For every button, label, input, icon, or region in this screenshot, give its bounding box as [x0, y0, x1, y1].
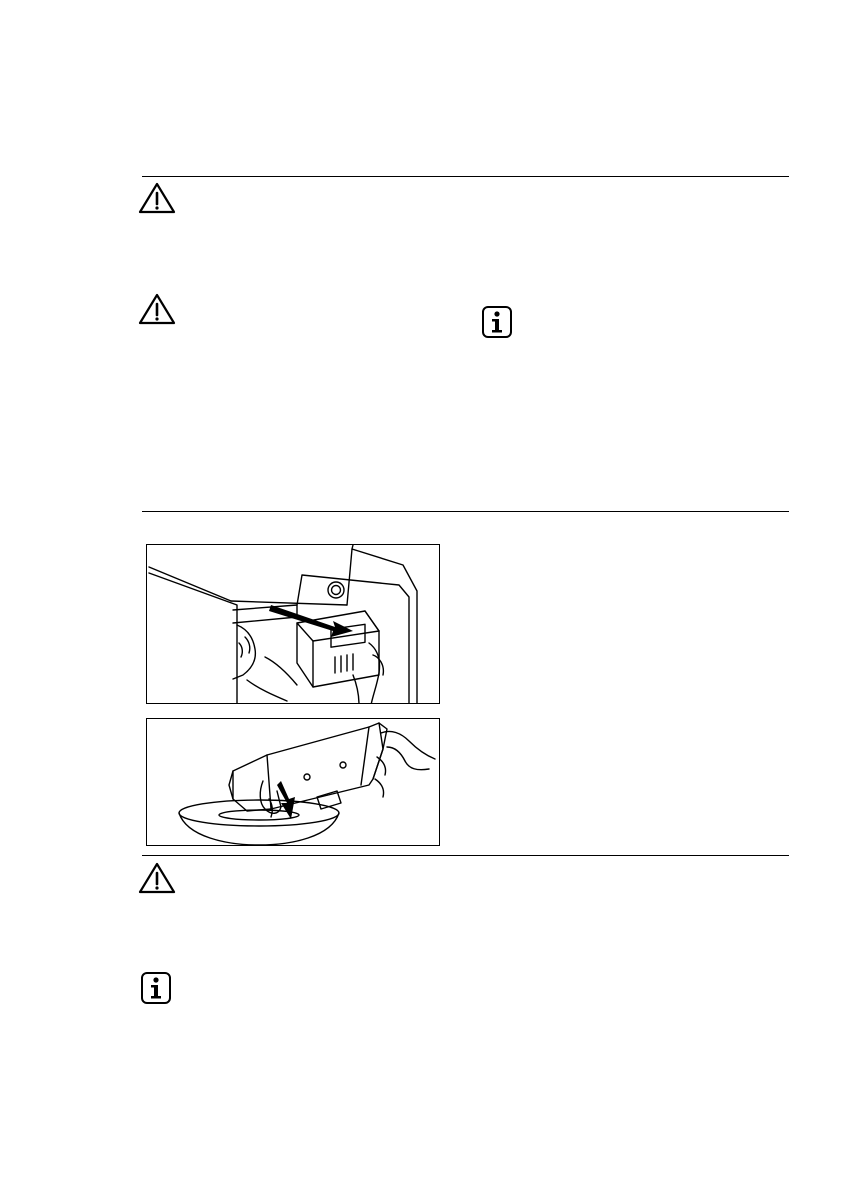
emptying-water-container-illustration [146, 718, 440, 846]
section-divider-middle [142, 511, 789, 512]
warning-triangle-icon [137, 181, 177, 215]
warning-triangle-icon [137, 292, 177, 326]
dryer-water-container-removal-illustration [146, 544, 440, 704]
section-divider-bottom [142, 855, 789, 856]
information-icon [140, 971, 172, 1005]
information-icon [481, 305, 513, 339]
warning-triangle-icon [137, 861, 177, 895]
section-divider-top [142, 176, 789, 177]
